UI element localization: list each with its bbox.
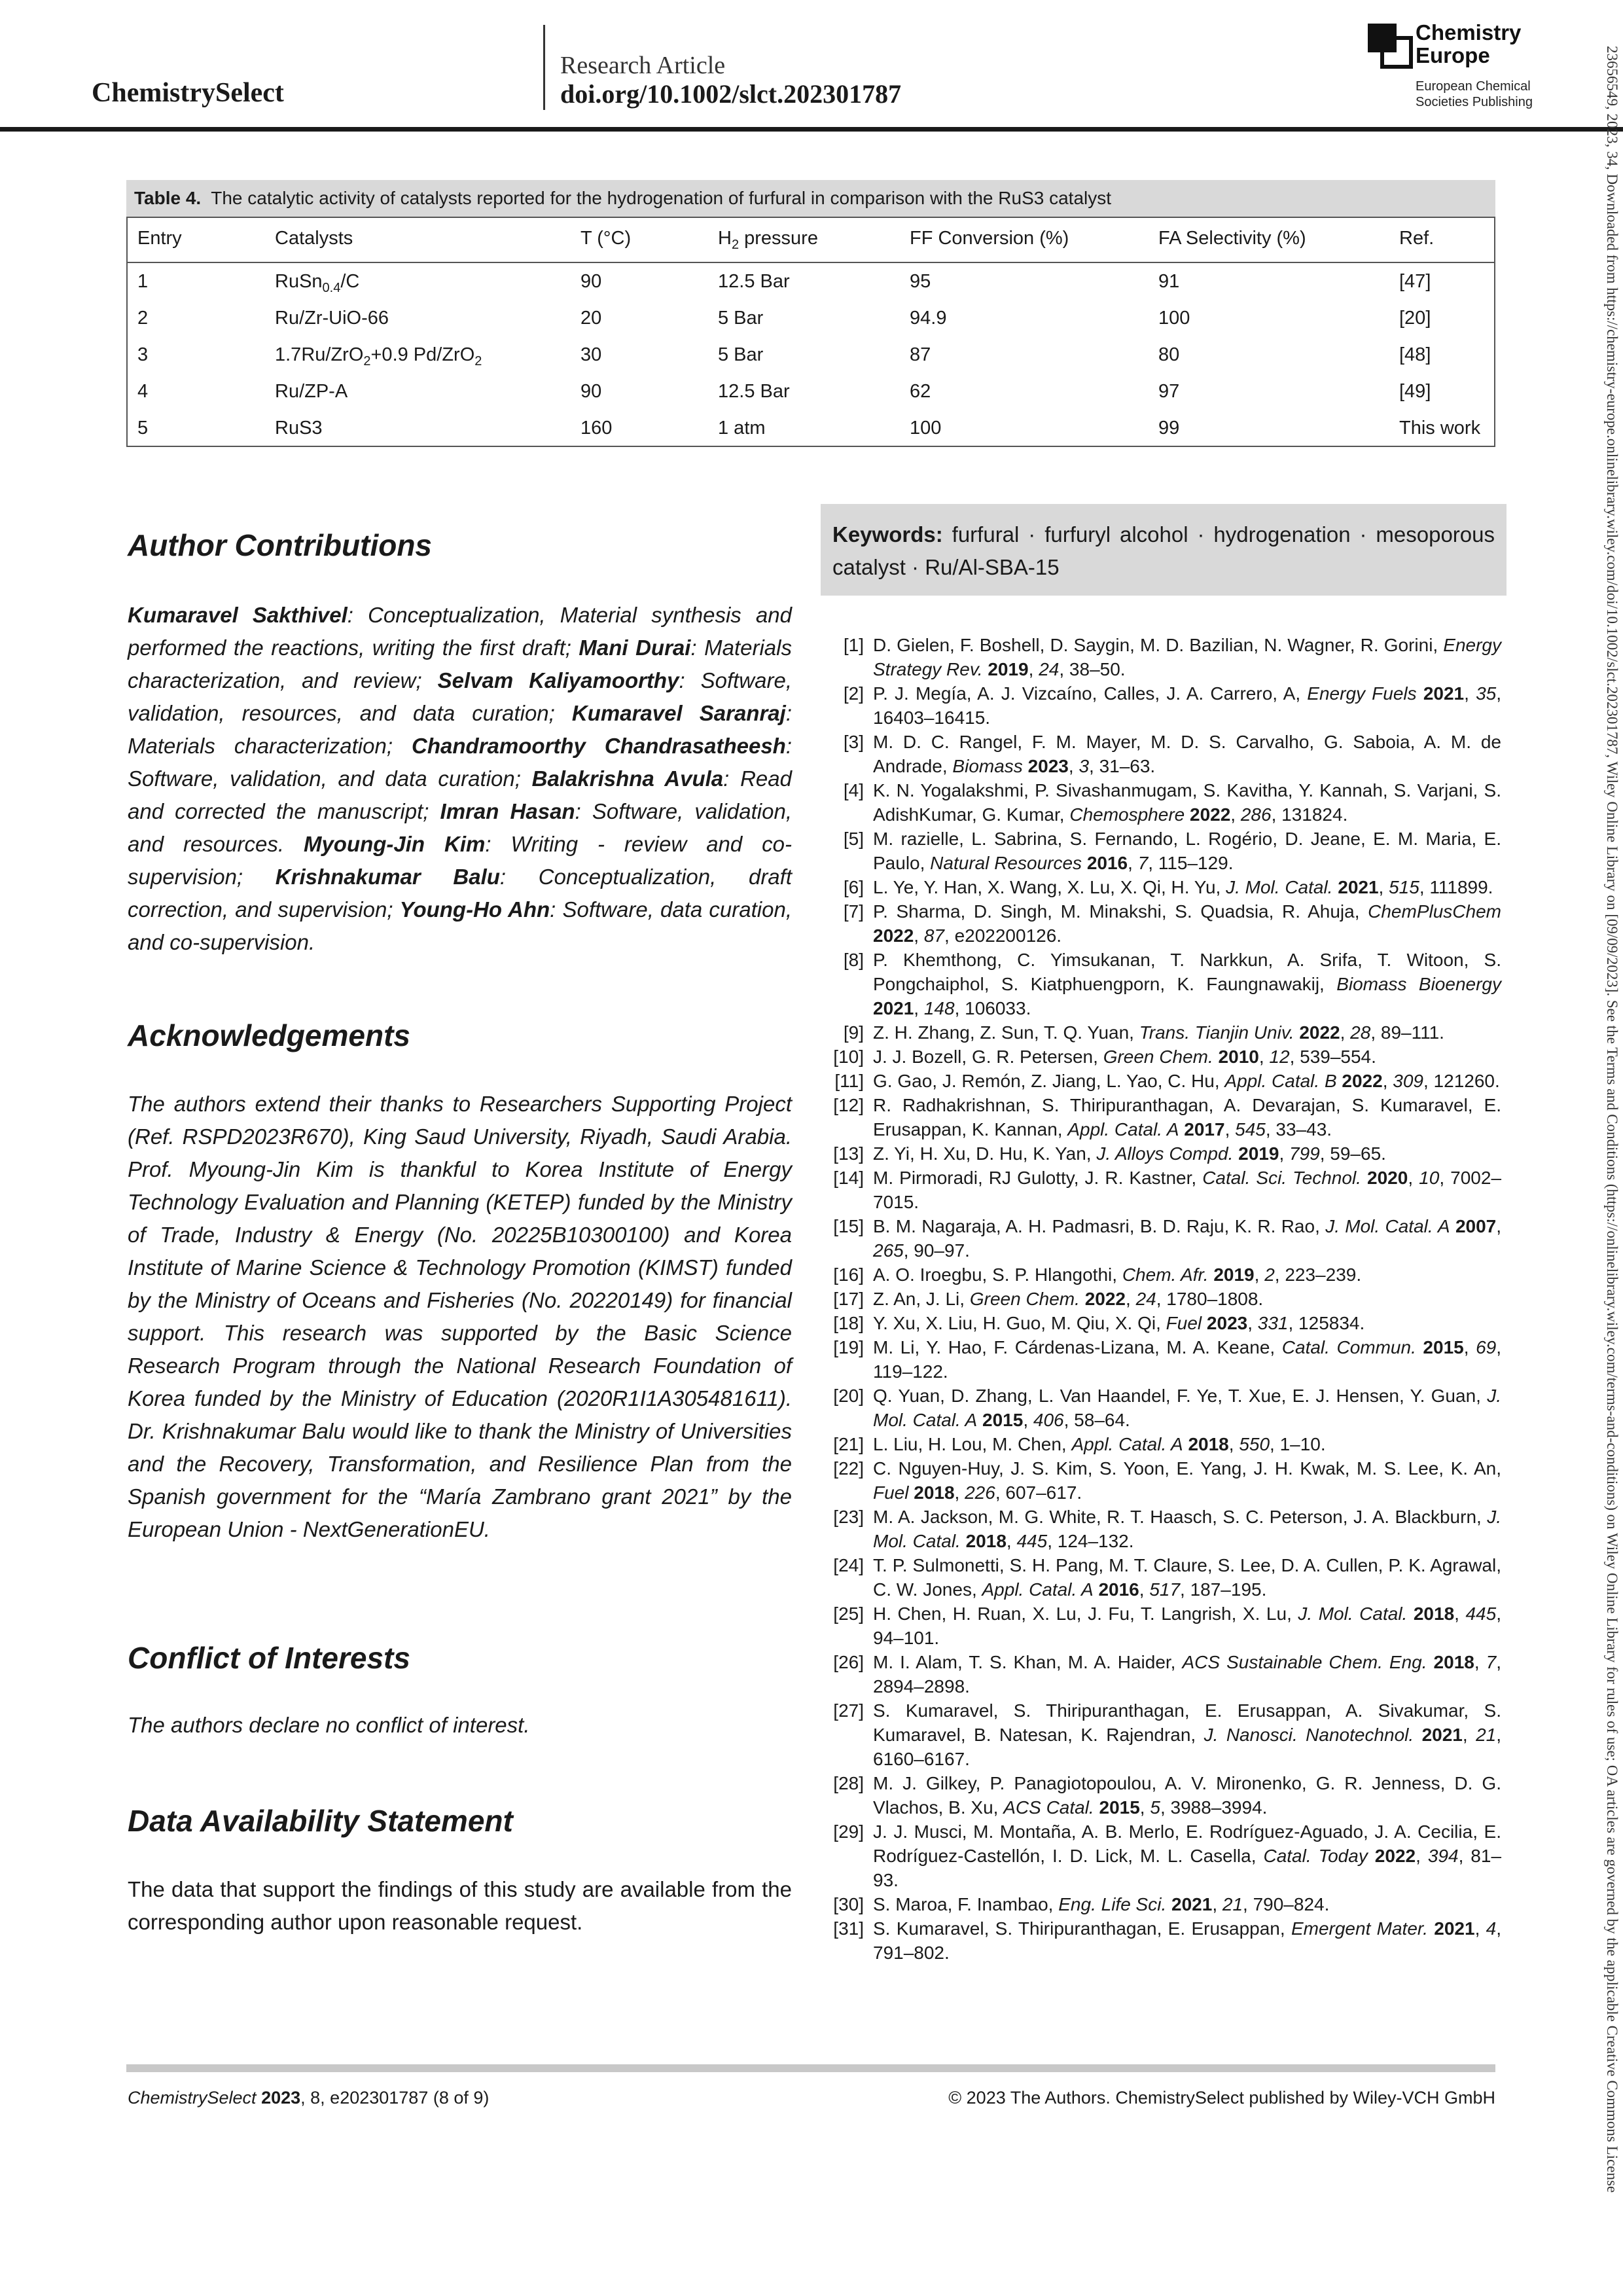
reference-text: M. I. Alam, T. S. Khan, M. A. Haider, ACS Sustainable Chem. Eng. 2018, 7, 2894–2898. [873,1652,1502,1696]
reference-item [821,681,1501,730]
reference-number: [11] [834,1071,864,1091]
reference-text: A. O. Iroegbu, S. P. Hlangothi, Chem. Afr. 2019, 2, 223–239. [873,1265,1362,1285]
reference-number: [21] [833,1434,864,1454]
references-list [821,633,1501,1965]
reference-text: H. Chen, H. Ruan, X. Lu, J. Fu, T. Langrish, X. Lu, J. Mol. Catal. 2018, 445, 94–101. [873,1604,1501,1648]
reference-text: P. J. Megía, A. J. Vizcaíno, Calles, J. A. Carrero, A, Energy Fuels 2021, 35, 16403–16415. [873,683,1502,728]
reference-text: Z. H. Zhang, Z. Sun, T. Q. Yuan, Trans. Tianjin Univ. 2022, 28, 89–111. [873,1022,1444,1043]
reference-number: [6] [843,877,864,897]
reference-number: [7] [843,901,864,922]
th-h2-pressure: $H_2$ pressure [718,228,818,252]
reference-text: Z. An, J. Li, Green Chem. 2022, 24, 1780–1808. [873,1289,1264,1309]
reference-item [821,1771,1501,1820]
reference-item [821,1335,1501,1384]
reference-number: [5] [843,829,864,849]
reference-number: [18] [833,1313,864,1333]
reference-number: [10] [833,1047,864,1067]
reference-number: [4] [843,780,864,800]
reference-text: K. N. Yogalakshmi, P. Sivashanmugam, S. Kavitha, Y. Kannah, S. Varjani, S. AdishKumar, G. Kumar, Chemosphere 2022, 286, 131824. [873,780,1501,825]
reference-text: P. Khemthong, C. Yimsukanan, T. Narkkun, A. Srifa, T. Witoon, S. Pongchaiphol, S. Kiatphuengporn, K. Faungnawakij, Biomass Bioenergy 2021, 148, 106033. [873,950,1501,1018]
reference-text: S. Maroa, F. Inambao, Eng. Life Sci. 2021, 21, 790–824. [873,1894,1330,1914]
reference-text: D. Gielen, F. Boshell, D. Saygin, M. D. Bazilian, N. Wagner, R. Gorini, Energy Strategy Rev. 2019, 24, 38–50. [873,635,1501,679]
table-cell-temp: 20 [580,308,602,329]
table-cell-ref: [49] [1399,381,1431,402]
reference-item [821,827,1501,875]
reference-item [821,875,1501,899]
reference-text: Z. Yi, H. Xu, D. Hu, K. Yan, J. Alloys Compd. 2019, 799, 59–65. [873,1143,1386,1164]
reference-item [821,1553,1501,1602]
table-cell-ref: [48] [1399,344,1431,365]
reference-text: P. Sharma, D. Singh, M. Minakshi, S. Quadsia, R. Ahuja, ChemPlusChem 2022, 87, e202200126. [873,901,1501,946]
reference-number: [13] [833,1143,864,1164]
reference-number: [25] [833,1604,864,1624]
th-entry: Entry [137,228,182,249]
conflict-text: The authors declare no conflict of interest. [128,1713,530,1737]
reference-number: [16] [833,1265,864,1285]
reference-number: [9] [843,1022,864,1043]
reference-item [821,1505,1501,1553]
reference-number: [15] [833,1216,864,1236]
reference-item [821,1432,1501,1456]
table-cell-fa: 91 [1158,271,1180,292]
conflict-heading: Conflict of Interests [128,1641,410,1675]
reference-number: [30] [833,1894,864,1914]
reference-number: [12] [833,1095,864,1115]
reference-text: M. Pirmoradi, RJ Gulotty, J. R. Kastner, Catal. Sci. Technol. 2020, 10, 7002–7015. [873,1168,1502,1212]
reference-number: [22] [833,1458,864,1479]
table-cell-ref: [20] [1399,308,1431,329]
table-cell-catalyst: RuS3 [275,418,323,439]
reference-text: B. M. Nagaraja, A. H. Padmasri, B. D. Raju, K. R. Rao, J. Mol. Catal. A 2007, 265, 90–97. [873,1216,1502,1261]
th-catalysts: Catalysts [275,228,353,249]
table-cell-fa: 80 [1158,344,1180,365]
table-cell-ff: 100 [910,418,942,439]
reference-text: S. Kumaravel, S. Thiripuranthagan, E. Erusappan, Emergent Mater. 2021, 4, 791–802. [873,1918,1502,1963]
table-cell-entry: 3 [137,344,149,365]
reference-item [821,1069,1501,1093]
reference-item [821,1141,1501,1166]
table-cell-pressure: 1 atm [718,418,766,439]
reference-item [821,1020,1501,1045]
reference-text: Q. Yuan, D. Zhang, L. Van Haandel, F. Ye, T. Xue, E. J. Hensen, Y. Guan, J. Mol. Catal. A 2015, 406, 58–64. [873,1386,1501,1430]
reference-item [821,1384,1501,1432]
table-cell-catalyst: Ru/Zr-UiO-66 [275,308,389,329]
reference-item [821,1263,1501,1287]
reference-number: [27] [833,1700,864,1721]
reference-number: [31] [833,1918,864,1939]
table-cell-entry: 1 [137,271,149,292]
publisher-subtitle: European Chemical Societies Publishing [1416,79,1533,109]
reference-item [821,1214,1501,1263]
reference-text: M. razielle, L. Sabrina, S. Fernando, L. Rogério, D. Jeane, E. M. Maria, E. Paulo, Natural Resources 2016, 7, 115–129. [873,829,1501,873]
reference-number: [26] [833,1652,864,1672]
reference-item [821,633,1501,681]
article-type: Research Article [560,52,726,79]
reference-text: M. J. Gilkey, P. Panagiotopoulou, A. V. Mironenko, G. R. Jenness, D. G. Vlachos, B. Xu, ACS Catal. 2015, 5, 3988–3994. [873,1773,1501,1818]
table-cell-entry: 2 [137,308,149,329]
table-cell-temp: 30 [580,344,602,365]
reference-item [821,1045,1501,1069]
reference-text: J. J. Bozell, G. R. Petersen, Green Chem. 2010, 12, 539–554. [873,1047,1376,1067]
reference-number: [17] [833,1289,864,1309]
reference-item [821,948,1501,1020]
reference-number: [8] [843,950,864,970]
reference-item [821,778,1501,827]
reference-item [821,1602,1501,1650]
reference-text: T. P. Sulmonetti, S. H. Pang, M. T. Claure, S. Lee, D. A. Cullen, P. K. Agrawal, C. W. Jones, Appl. Catal. A 2016, 517, 187–195. [873,1555,1501,1600]
reference-text: M. D. C. Rangel, F. M. Mayer, M. D. S. Carvalho, G. Saboia, A. M. de Andrade, Biomass 2023, 3, 31–63. [873,732,1501,776]
reference-number: [24] [833,1555,864,1575]
reference-item [821,1820,1501,1892]
reference-item [821,1166,1501,1214]
reference-item [821,730,1501,778]
reference-number: [28] [833,1773,864,1793]
footer-rule [126,2064,1495,2072]
keywords-box: Keywords: furfural · furfuryl alcohol · hydrogenation · mesoporous catalyst · Ru/Al-SBA-15 [821,504,1507,596]
reference-text: L. Ye, Y. Han, X. Wang, X. Lu, X. Qi, H. Yu, J. Mol. Catal. 2021, 515, 111899. [873,877,1493,897]
table-cell-fa: 97 [1158,381,1180,402]
table-cell-ff: 94.9 [910,308,947,329]
header-rule [0,127,1623,132]
reference-text: M. A. Jackson, M. G. White, R. T. Haasch, S. C. Peterson, J. A. Blackburn, J. Mol. Catal. 2018, 445, 124–132. [873,1507,1501,1551]
acknowledgements-text: The authors extend their thanks to Researchers Supporting Project (Ref. RSPD2023R670), King Saud University, Riyadh, Saudi Arabia. Prof. Myoung-Jin Kim is thankful to Korea Institute of Energy Technology Evaluation and Planning (KETEP) funded by the Ministry of Trade, Industry & Energy (No. 20225B10300100) and Korea Institute of Marine Science & Technology Promotion (KIMST) funded by the Ministry of Oceans and Fisheries (No. 20220149) for financial support. This research was supported by the Basic Science Research Program through the National Research Foundation of Korea funded by the Ministry of Education (2020R1I1A305481611). Dr. Krishnakumar Balu would like to thank the Ministry of Universities and the Recovery, Transformation, and Resilience Plan from the Spanish government for the “María Zambrano grant 2021” by the European Union - NextGenerationEU. [128,1092,792,1541]
reference-text: R. Radhakrishnan, S. Thiripuranthagan, A. Devarajan, S. Kumaravel, E. Erusappan, K. Kannan, Appl. Catal. A 2017, 545, 33–43. [873,1095,1501,1139]
table-cell-pressure: 5 Bar [718,308,764,329]
acknowledgements-heading: Acknowledgements [128,1018,410,1052]
table-cell-catalyst: RuSn$_{0.4}$/C [275,271,360,295]
table-cell-ff: 87 [910,344,931,365]
publisher-logo-text: Chemistry Europe [1416,20,1522,67]
reference-item [821,1698,1501,1771]
chemistry-europe-logo-icon [1368,24,1414,69]
author-contributions-text: Kumaravel Sakthivel: Conceptualization, Material synthesis and performed the reactions, writing the first draft; Mani Durai: Materials characterization, and review; Selvam Kaliyamoorthy: Software, validation, resources, and data curation; Kumaravel Saranraj: Materials characterization; Chandramoorthy Chandrasatheesh: Software, validation, and data curation; Balakrishna Avula: Read and corrected the manuscript; Imran Hasan: Software, validation, and resources. Myoung-Jin Kim: Writing - review and co-supervision; Krishnakumar Balu: Conceptualization, draft correction, and supervision; Young-Ho Ahn: Software, data curation, and co-supervision. [128,603,793,954]
th-temperature: T (°C) [580,228,632,249]
table-cell-temp: 90 [580,271,602,292]
reference-number: [14] [833,1168,864,1188]
footer-citation: ChemistrySelect 2023, 8, e202301787 (8 of 9) [128,2088,490,2108]
reference-item [821,1650,1501,1698]
table-cell-fa: 100 [1158,308,1190,329]
table-header-rule [126,262,1495,263]
reference-item [821,899,1501,948]
reference-item [821,1287,1501,1311]
th-ref: Ref. [1399,228,1435,249]
reference-text: J. J. Musci, M. Montaña, A. B. Merlo, E. Rodríguez-Aguado, J. A. Cecilia, E. Rodríguez-Castellón, I. D. Lick, M. L. Casella, Catal. Today 2022, 394, 81–93. [873,1821,1502,1890]
table-cell-temp: 160 [580,418,613,439]
reference-number: [1] [843,635,864,655]
reference-item [821,1311,1501,1335]
table-cell-entry: 5 [137,418,149,439]
reference-text: M. Li, Y. Hao, F. Cárdenas-Lizana, M. A. Keane, Catal. Commun. 2015, 69, 119–122. [873,1337,1501,1382]
reference-number: [19] [833,1337,864,1357]
header-divider [543,25,545,110]
th-ff-conversion: FF Conversion (%) [910,228,1069,249]
table-cell-catalyst: 1.7Ru/ZrO$_2$+0.9 Pd/ZrO$_2$ [275,344,482,368]
table-cell-fa: 99 [1158,418,1180,439]
data-availability-text: The data that support the findings of this study are available from the corresponding author upon reasonable request. [128,1877,792,1934]
reference-text: C. Nguyen-Huy, J. S. Kim, S. Yoon, E. Yang, J. H. Kwak, M. S. Lee, K. An, Fuel 2018, 226, 607–617. [873,1458,1501,1503]
download-side-note: 23656549, 2023, 34, Downloaded from https://chemistry-europe.onlinelibrary.wiley.com/doi/10.1002/slct.202301787, Wiley Online Library on [09/09/2023]. See the Terms and Conditions (https://onlinelibrary.wiley.com/terms-and-conditions) on Wiley Online Library for rules of use; OA articles are governed by the applicable Creative Commons License [1604,46,1620,2193]
table-cell-pressure: 12.5 Bar [718,271,790,292]
journal-name: ChemistrySelect [92,78,284,108]
reference-item [821,1456,1501,1505]
table-cell-ff: 95 [910,271,931,292]
th-fa-selectivity: FA Selectivity (%) [1158,228,1306,249]
reference-text: S. Kumaravel, S. Thiripuranthagan, E. Erusappan, A. Sivakumar, S. Kumaravel, B. Natesan, K. Rajendran, J. Nanosci. Nanotechnol. 2021, 21, 6160–6167. [873,1700,1502,1769]
reference-number: [23] [833,1507,864,1527]
reference-text: L. Liu, H. Lou, M. Chen, Appl. Catal. A 2018, 550, 1–10. [873,1434,1326,1454]
reference-text: Y. Xu, X. Liu, H. Guo, M. Qiu, X. Qi, Fuel 2023, 331, 125834. [873,1313,1365,1333]
reference-item [821,1892,1501,1916]
table-cell-pressure: 5 Bar [718,344,764,365]
reference-number: [29] [833,1821,864,1842]
table-cell-entry: 4 [137,381,149,402]
reference-item [821,1093,1501,1141]
table-cell-temp: 90 [580,381,602,402]
table-cell-catalyst: Ru/ZP-A [275,381,348,402]
footer-copyright: © 2023 The Authors. ChemistrySelect published by Wiley-VCH GmbH [948,2088,1495,2108]
author-contributions-heading: Author Contributions [128,528,433,562]
reference-number: [20] [833,1386,864,1406]
table-cell-pressure: 12.5 Bar [718,381,790,402]
reference-number: [2] [843,683,864,704]
table-cell-ff: 62 [910,381,931,402]
reference-item [821,1916,1501,1965]
table-cell-ref: [47] [1399,271,1431,292]
table-caption: Table 4. The catalytic activity of catalysts reported for the hydrogenation of furfural in comparison with the RuS3 catalyst [126,180,1495,218]
doi-link[interactable]: doi.org/10.1002/slct.202301787 [560,79,902,109]
table-cell-ref: This work [1399,418,1481,439]
reference-number: [3] [843,732,864,752]
reference-text: G. Gao, J. Remón, Z. Jiang, L. Yao, C. Hu, Appl. Catal. B 2022, 309, 121260. [873,1071,1500,1091]
data-availability-heading: Data Availability Statement [128,1804,513,1838]
